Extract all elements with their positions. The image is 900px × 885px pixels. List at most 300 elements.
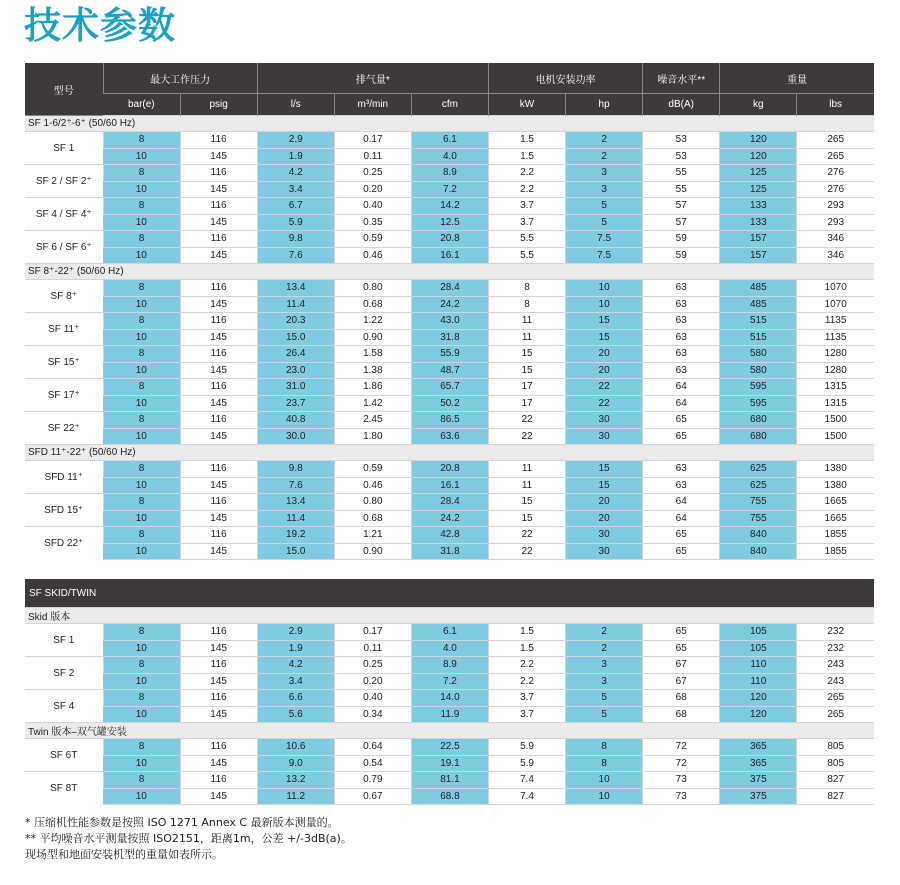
table-cell: 116: [180, 379, 257, 396]
table-cell: 30: [566, 428, 643, 445]
table-cell: 0.59: [334, 461, 411, 478]
table-cell: 68.8: [411, 788, 488, 805]
table-cell: 145: [180, 181, 257, 198]
table-cell: 110: [720, 657, 797, 674]
table-row: [25, 461, 874, 478]
table-cell: 57: [643, 214, 720, 231]
table-row: [25, 624, 874, 641]
table-cell: 65: [643, 543, 720, 560]
table-cell: 5.9: [488, 755, 565, 772]
table-cell: 13.4: [257, 494, 334, 511]
table-cell: 10: [103, 214, 180, 231]
table-cell: 515: [720, 313, 797, 330]
table-cell: 3.7: [488, 690, 565, 707]
table-row: [25, 772, 874, 789]
table-cell: 4.0: [411, 148, 488, 165]
table-cell: 68: [643, 706, 720, 723]
table-cell: 57: [643, 198, 720, 215]
table-cell: 1135: [797, 329, 874, 346]
model-name: SF 15⁺: [25, 346, 103, 379]
table-cell: 55: [643, 165, 720, 182]
table-cell: 22: [488, 527, 565, 544]
table-cell: 10: [103, 395, 180, 412]
unit-bar: bar(e): [103, 94, 180, 116]
table-cell: 125: [720, 165, 797, 182]
table-cell: 0.90: [334, 543, 411, 560]
table-cell: 31.0: [257, 379, 334, 396]
table-cell: 5.6: [257, 706, 334, 723]
table-cell: 22: [488, 543, 565, 560]
table-cell: 28.4: [411, 280, 488, 297]
table-cell: 145: [180, 543, 257, 560]
model-name: SF 2: [25, 657, 103, 690]
table-cell: 1.86: [334, 379, 411, 396]
table-cell: 7.5: [566, 247, 643, 264]
table-cell: 10: [103, 148, 180, 165]
table-cell: 375: [720, 788, 797, 805]
table-cell: 116: [180, 657, 257, 674]
table-cell: 232: [797, 624, 874, 641]
table-cell: 0.25: [334, 657, 411, 674]
table-cell: 8: [103, 624, 180, 641]
table-cell: 0.40: [334, 198, 411, 215]
table-cell: 65: [643, 412, 720, 429]
table-cell: 65.7: [411, 379, 488, 396]
unit-m3min: m³/min: [334, 94, 411, 116]
table-cell: 8: [103, 461, 180, 478]
table-cell: 145: [180, 755, 257, 772]
table-cell: 20: [566, 346, 643, 363]
table-cell: 116: [180, 132, 257, 149]
footnote-2: ** 平均噪音水平测量按照 ISO2151，距离1m，公差 +/-3dB(a)。: [25, 832, 352, 845]
table-cell: 276: [797, 165, 874, 182]
table-cell: 13.4: [257, 280, 334, 297]
table-cell: 10: [103, 329, 180, 346]
table-cell: 0.68: [334, 510, 411, 527]
unit-kw: kW: [488, 94, 565, 116]
table-cell: 120: [720, 148, 797, 165]
table-cell: 1855: [797, 527, 874, 544]
unit-psig: psig: [180, 94, 257, 116]
table-cell: 22: [488, 428, 565, 445]
table-cell: 0.59: [334, 231, 411, 248]
table-cell: 3: [566, 165, 643, 182]
table-cell: 625: [720, 477, 797, 494]
table-row: [25, 543, 874, 560]
table-cell: 4.2: [257, 657, 334, 674]
table-cell: 116: [180, 527, 257, 544]
table-cell: 15.0: [257, 329, 334, 346]
table-cell: 116: [180, 624, 257, 641]
table-cell: 7.2: [411, 181, 488, 198]
table-cell: 755: [720, 510, 797, 527]
table-cell: 157: [720, 231, 797, 248]
footnote-3: 现场型和地面安装机型的重量如表所示。: [25, 848, 223, 861]
table-cell: 8: [566, 755, 643, 772]
table-cell: 1855: [797, 543, 874, 560]
table-row: [25, 379, 874, 396]
table-cell: 595: [720, 379, 797, 396]
table-cell: 1500: [797, 428, 874, 445]
table-row: [25, 296, 874, 313]
table-row: [25, 706, 874, 723]
model-name: SF 4: [25, 690, 103, 723]
model-name: SFD 11⁺: [25, 461, 103, 494]
footnote-1: * 压缩机性能参数是按照 ISO 1271 Annex C 最新版本测量的。: [25, 816, 339, 829]
table-cell: 805: [797, 755, 874, 772]
table-cell: 485: [720, 280, 797, 297]
model-name: SF 2 / SF 2⁺: [25, 165, 103, 198]
table-cell: 1665: [797, 494, 874, 511]
table-cell: 293: [797, 214, 874, 231]
table-row: [25, 755, 874, 772]
table-cell: 580: [720, 346, 797, 363]
table-cell: 22.5: [411, 739, 488, 756]
table-cell: 15: [488, 362, 565, 379]
table-cell: 827: [797, 788, 874, 805]
table-cell: 9.8: [257, 461, 334, 478]
table-cell: 0.11: [334, 148, 411, 165]
table-cell: 8: [103, 412, 180, 429]
table-cell: 145: [180, 362, 257, 379]
table-cell: 133: [720, 214, 797, 231]
table-cell: 116: [180, 346, 257, 363]
table-cell: 625: [720, 461, 797, 478]
table-cell: 755: [720, 494, 797, 511]
table-cell: 145: [180, 148, 257, 165]
table-cell: 10: [103, 788, 180, 805]
table-cell: 10: [103, 296, 180, 313]
table-row: [25, 362, 874, 379]
table-cell: 59: [643, 231, 720, 248]
table-cell: 17: [488, 379, 565, 396]
table-cell: 30: [566, 527, 643, 544]
table-cell: 10: [566, 280, 643, 297]
table-cell: 116: [180, 313, 257, 330]
table-cell: 120: [720, 706, 797, 723]
table-cell: 276: [797, 181, 874, 198]
table-cell: 7.4: [488, 788, 565, 805]
table-cell: 1.9: [257, 148, 334, 165]
unit-hp: hp: [566, 94, 643, 116]
table-cell: 15: [488, 494, 565, 511]
table-cell: 0.79: [334, 772, 411, 789]
spec-table: [25, 63, 874, 560]
table-cell: 8: [103, 280, 180, 297]
table-cell: 24.2: [411, 510, 488, 527]
unit-kg: kg: [720, 94, 797, 116]
table-cell: 9.0: [257, 755, 334, 772]
table-cell: 8: [566, 739, 643, 756]
table-cell: 1500: [797, 412, 874, 429]
table-cell: 2.2: [488, 165, 565, 182]
table-row: [25, 690, 874, 707]
unit-dba: dB(A): [643, 94, 720, 116]
table-cell: 16.1: [411, 477, 488, 494]
table-cell: 5.5: [488, 247, 565, 264]
table-cell: 5: [566, 198, 643, 215]
table-cell: 346: [797, 231, 874, 248]
table-cell: 0.35: [334, 214, 411, 231]
table-row: [25, 148, 874, 165]
table-cell: 1070: [797, 296, 874, 313]
table-cell: 20: [566, 362, 643, 379]
table-cell: 8: [103, 165, 180, 182]
table-cell: 7.6: [257, 247, 334, 264]
table-cell: 10.6: [257, 739, 334, 756]
table-cell: 2: [566, 640, 643, 657]
table-cell: 15: [566, 313, 643, 330]
table-cell: 11: [488, 477, 565, 494]
table-row: [25, 313, 874, 330]
table-cell: 8: [103, 690, 180, 707]
table-cell: 65: [643, 428, 720, 445]
table-cell: 0.46: [334, 247, 411, 264]
table-cell: 1.9: [257, 640, 334, 657]
table-cell: 7.4: [488, 772, 565, 789]
table-cell: 55: [643, 181, 720, 198]
skid-twin-table: [25, 579, 874, 805]
table-cell: 805: [797, 739, 874, 756]
table-cell: 65: [643, 527, 720, 544]
table-cell: 2.9: [257, 132, 334, 149]
table-row: [25, 527, 874, 544]
table-row: [25, 788, 874, 805]
table-cell: 1315: [797, 395, 874, 412]
unit-cfm: cfm: [411, 94, 488, 116]
table-cell: 50.2: [411, 395, 488, 412]
table-cell: 827: [797, 772, 874, 789]
table-cell: 3.4: [257, 673, 334, 690]
table-row: [25, 640, 874, 657]
table-cell: 10: [103, 755, 180, 772]
table-cell: 1665: [797, 510, 874, 527]
table-cell: 1.5: [488, 148, 565, 165]
table-cell: 8: [103, 494, 180, 511]
table-cell: 8: [103, 379, 180, 396]
table-cell: 73: [643, 772, 720, 789]
table-cell: 5: [566, 214, 643, 231]
table-cell: 3: [566, 657, 643, 674]
table-cell: 515: [720, 329, 797, 346]
table-cell: 243: [797, 673, 874, 690]
table-cell: 0.11: [334, 640, 411, 657]
table-cell: 10: [103, 181, 180, 198]
table-cell: 73: [643, 788, 720, 805]
table-cell: 65: [643, 624, 720, 641]
table-cell: 2.2: [488, 657, 565, 674]
table-row: [25, 673, 874, 690]
table-cell: 5: [566, 690, 643, 707]
table-row: [25, 510, 874, 527]
table-row: [25, 412, 874, 429]
table-cell: 63.6: [411, 428, 488, 445]
table-cell: 145: [180, 510, 257, 527]
table-cell: 15: [566, 477, 643, 494]
table-cell: 265: [797, 706, 874, 723]
section-label: SFD 11⁺-22⁺ (50/60 Hz): [25, 445, 874, 461]
header-motor-power: 电机安装功率: [488, 63, 642, 94]
unit-lbs: lbs: [797, 94, 874, 116]
table-cell: 116: [180, 772, 257, 789]
table-cell: 2.9: [257, 624, 334, 641]
table-cell: 3.4: [257, 181, 334, 198]
table-row: [25, 395, 874, 412]
table-cell: 6.1: [411, 132, 488, 149]
table-cell: 1.5: [488, 132, 565, 149]
table-cell: 14.2: [411, 198, 488, 215]
table-cell: 10: [103, 640, 180, 657]
header-weight: 重量: [720, 63, 874, 94]
table-cell: 145: [180, 673, 257, 690]
table-cell: 17: [488, 395, 565, 412]
model-name: SF 17⁺: [25, 379, 103, 412]
table-cell: 0.25: [334, 165, 411, 182]
table-cell: 265: [797, 690, 874, 707]
table-cell: 0.68: [334, 296, 411, 313]
table-cell: 1.21: [334, 527, 411, 544]
table-cell: 8: [103, 346, 180, 363]
table-cell: 1.5: [488, 624, 565, 641]
table-row: [25, 657, 874, 674]
table-cell: 2.45: [334, 412, 411, 429]
table-row: [25, 494, 874, 511]
table-cell: 10: [103, 706, 180, 723]
table-cell: 265: [797, 148, 874, 165]
table-cell: 595: [720, 395, 797, 412]
table-cell: 8: [103, 739, 180, 756]
table-cell: 11.9: [411, 706, 488, 723]
table-cell: 86.5: [411, 412, 488, 429]
table-cell: 0.17: [334, 132, 411, 149]
table-cell: 1.80: [334, 428, 411, 445]
table-cell: 116: [180, 494, 257, 511]
table-cell: 120: [720, 132, 797, 149]
table-cell: 20: [566, 510, 643, 527]
table-cell: 6.6: [257, 690, 334, 707]
table-cell: 19.1: [411, 755, 488, 772]
table-cell: 0.46: [334, 477, 411, 494]
table-cell: 1315: [797, 379, 874, 396]
table-cell: 10: [103, 477, 180, 494]
table-cell: 145: [180, 247, 257, 264]
table-cell: 580: [720, 362, 797, 379]
table-cell: 11.4: [257, 510, 334, 527]
model-name: SF 1: [25, 624, 103, 657]
table-cell: 63: [643, 461, 720, 478]
table-cell: 1.5: [488, 640, 565, 657]
table-cell: 2: [566, 148, 643, 165]
table-cell: 53: [643, 132, 720, 149]
table-cell: 145: [180, 477, 257, 494]
table-row: [25, 428, 874, 445]
table-cell: 1.22: [334, 313, 411, 330]
table-cell: 63: [643, 296, 720, 313]
table-cell: 30: [566, 543, 643, 560]
table-cell: 10: [566, 772, 643, 789]
table-cell: 116: [180, 231, 257, 248]
table-cell: 0.67: [334, 788, 411, 805]
table-cell: 7.6: [257, 477, 334, 494]
model-name: SFD 22⁺: [25, 527, 103, 560]
table-cell: 116: [180, 690, 257, 707]
table-cell: 5.9: [488, 739, 565, 756]
table-row: [25, 181, 874, 198]
model-name: SFD 15⁺: [25, 494, 103, 527]
table-row: [25, 247, 874, 264]
table-cell: 63: [643, 280, 720, 297]
table-cell: 145: [180, 706, 257, 723]
table-row: [25, 231, 874, 248]
table-cell: 7.2: [411, 673, 488, 690]
table-cell: 2.2: [488, 673, 565, 690]
table-cell: 375: [720, 772, 797, 789]
model-name: SF 11⁺: [25, 313, 103, 346]
table-cell: 116: [180, 739, 257, 756]
table-cell: 8: [103, 313, 180, 330]
table-cell: 157: [720, 247, 797, 264]
model-name: SF 6T: [25, 739, 103, 772]
table-cell: 10: [103, 247, 180, 264]
table-cell: 1.58: [334, 346, 411, 363]
table-cell: 8: [103, 657, 180, 674]
table-cell: 2.2: [488, 181, 565, 198]
table-cell: 15.0: [257, 543, 334, 560]
table-cell: 1135: [797, 313, 874, 330]
table-cell: 5.9: [257, 214, 334, 231]
table-cell: 10: [566, 788, 643, 805]
table-cell: 8: [103, 231, 180, 248]
table-cell: 10: [103, 510, 180, 527]
table-cell: 8: [103, 527, 180, 544]
table-cell: 365: [720, 755, 797, 772]
table-cell: 26.4: [257, 346, 334, 363]
table-cell: 10: [103, 428, 180, 445]
model-name: SF 4 / SF 4⁺: [25, 198, 103, 231]
table-cell: 116: [180, 412, 257, 429]
table-cell: 3: [566, 181, 643, 198]
table-cell: 68: [643, 690, 720, 707]
table-cell: 63: [643, 362, 720, 379]
section-label: Twin 版本–双气罐安装: [25, 723, 874, 739]
table-cell: 67: [643, 657, 720, 674]
table-cell: 19.2: [257, 527, 334, 544]
table-cell: 8.9: [411, 657, 488, 674]
table-cell: 59: [643, 247, 720, 264]
table-cell: 4.0: [411, 640, 488, 657]
table-cell: 365: [720, 739, 797, 756]
table-cell: 1280: [797, 362, 874, 379]
table-cell: 22: [566, 395, 643, 412]
table-cell: 3.7: [488, 214, 565, 231]
table-cell: 0.20: [334, 181, 411, 198]
table-cell: 64: [643, 510, 720, 527]
table-cell: 145: [180, 428, 257, 445]
header-noise: 噪音水平**: [643, 63, 720, 94]
table-cell: 20.3: [257, 313, 334, 330]
model-name: SF 8⁺: [25, 280, 103, 313]
table-cell: 120: [720, 690, 797, 707]
table-cell: 840: [720, 543, 797, 560]
table-cell: 15: [566, 329, 643, 346]
table-cell: 9.8: [257, 231, 334, 248]
table-cell: 15: [488, 510, 565, 527]
model-name: SF 1: [25, 132, 103, 165]
table-row: [25, 165, 874, 182]
table-cell: 4.2: [257, 165, 334, 182]
table-row: [25, 329, 874, 346]
table-cell: 8: [103, 772, 180, 789]
